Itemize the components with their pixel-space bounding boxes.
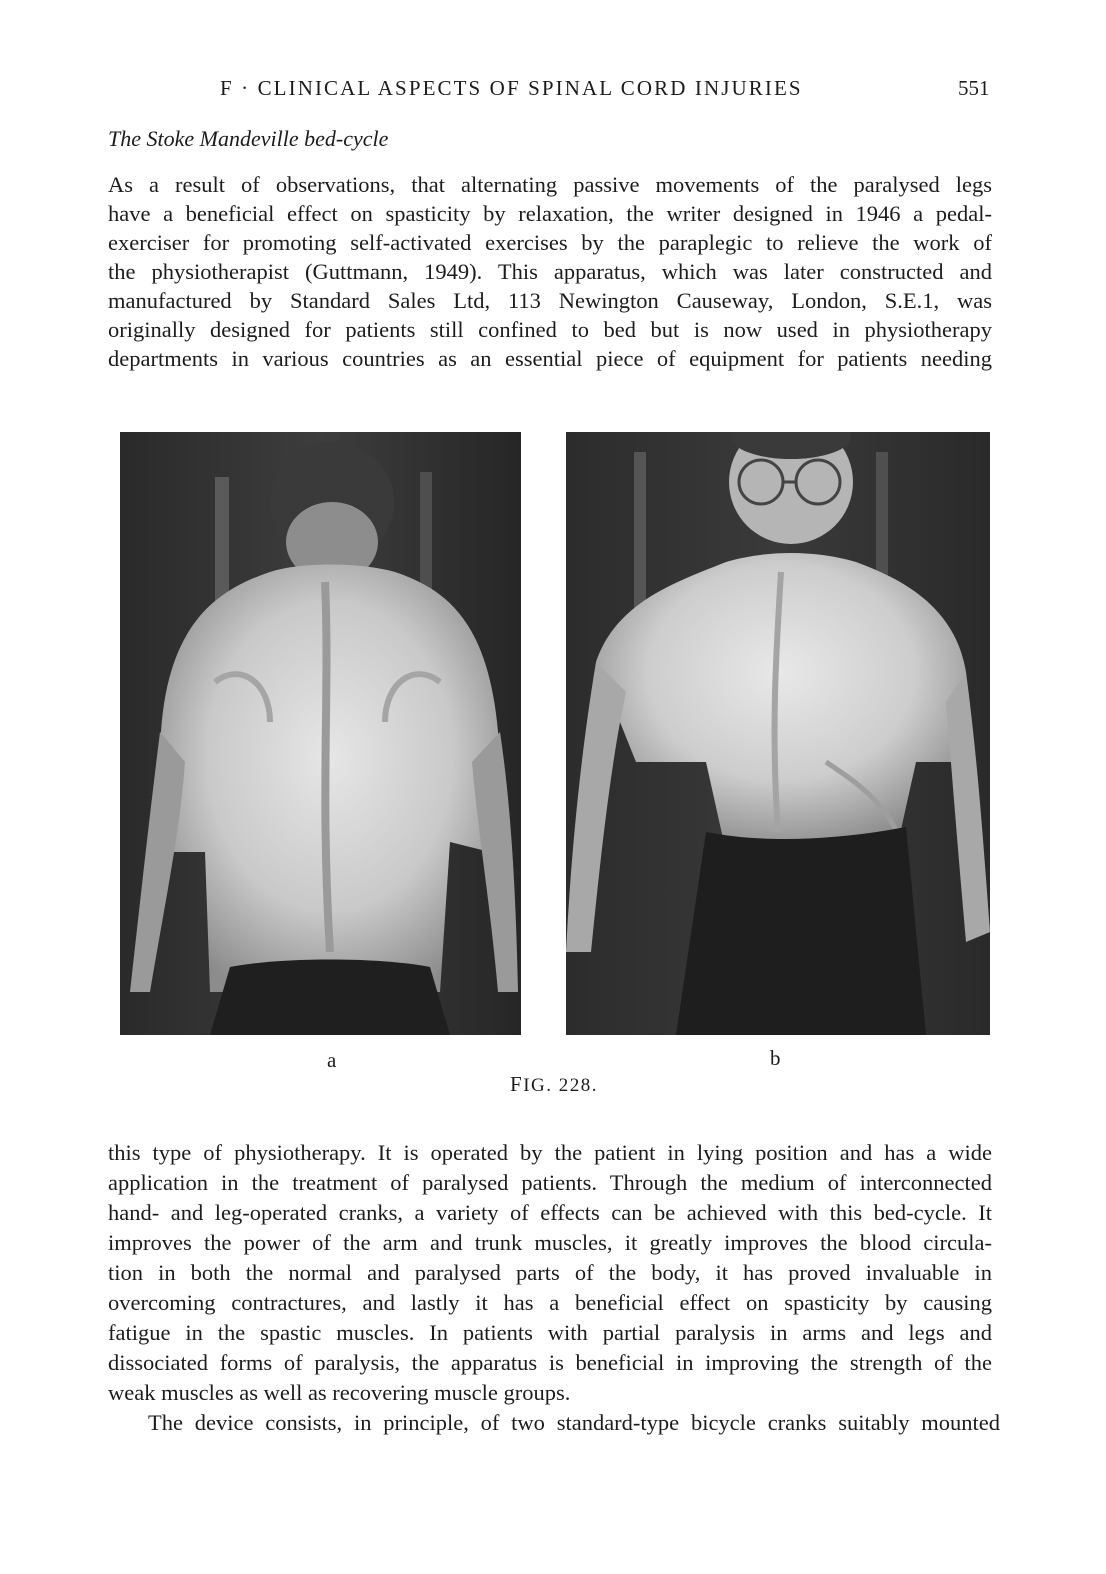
text-line: this type of physiotherapy. It is operated by the patient in lying position and has a wide [108,1140,992,1165]
text-line: weak muscles as well as recovering muscle groups. [108,1380,571,1405]
text-line: tion in both the normal and paralysed parts of the body, it has proved invaluable in [108,1260,992,1285]
text-line: dissociated forms of paralysis, the apparatus is beneficial in improving the strength of the [108,1350,992,1375]
panel-b-label: b [770,1046,781,1070]
figure-photo-b [566,432,990,1035]
text-line: The device consists, in principle, of two standard-type bicycle cranks suitably mounted [148,1410,1000,1435]
section-title: The Stoke Mandeville bed-cycle [108,126,389,151]
text-line: departments in various countries as an essential piece of equipment for patients needing [108,346,992,371]
text-line: have a beneficial effect on spasticity by relaxation, the writer designed in 1946 a pedal- [108,201,992,226]
text-line: fatigue in the spastic muscles. In patients with partial paralysis in arms and legs and [108,1320,992,1345]
figure-caption-rest: IG. 228. [523,1075,598,1096]
figure-caption [510,1072,598,1097]
text-line: As a result of observations, that alternating passive movements of the paralysed legs [108,172,992,197]
text-line: manufactured by Standard Sales Ltd, 113 Newington Causeway, London, S.E.1, was [108,288,992,313]
text-line: exerciser for promoting self-activated exercises by the paraplegic to relieve the work of [108,230,992,255]
text-line: overcoming contractures, and lastly it has a beneficial effect on spasticity by causing [108,1290,992,1315]
page-number: 551 [958,76,990,100]
running-title: F · CLINICAL ASPECTS OF SPINAL CORD INJURIES [220,76,803,100]
figure-photo-a [120,432,521,1035]
text-line: application in the treatment of paralysed patients. Through the medium of interconnected [108,1170,992,1195]
text-line: originally designed for patients still confined to bed but is now used in physiotherapy [108,317,992,342]
panel-a-label: a [327,1048,337,1072]
figure-caption-initial: F [510,1072,524,1096]
text-line: hand- and leg-operated cranks, a variety of effects can be achieved with this bed-cycle. It [108,1200,992,1225]
text-line: the physiotherapist (Guttmann, 1949). This apparatus, which was later constructed and [108,259,992,284]
text-line: improves the power of the arm and trunk muscles, it greatly improves the blood circula- [108,1230,992,1255]
